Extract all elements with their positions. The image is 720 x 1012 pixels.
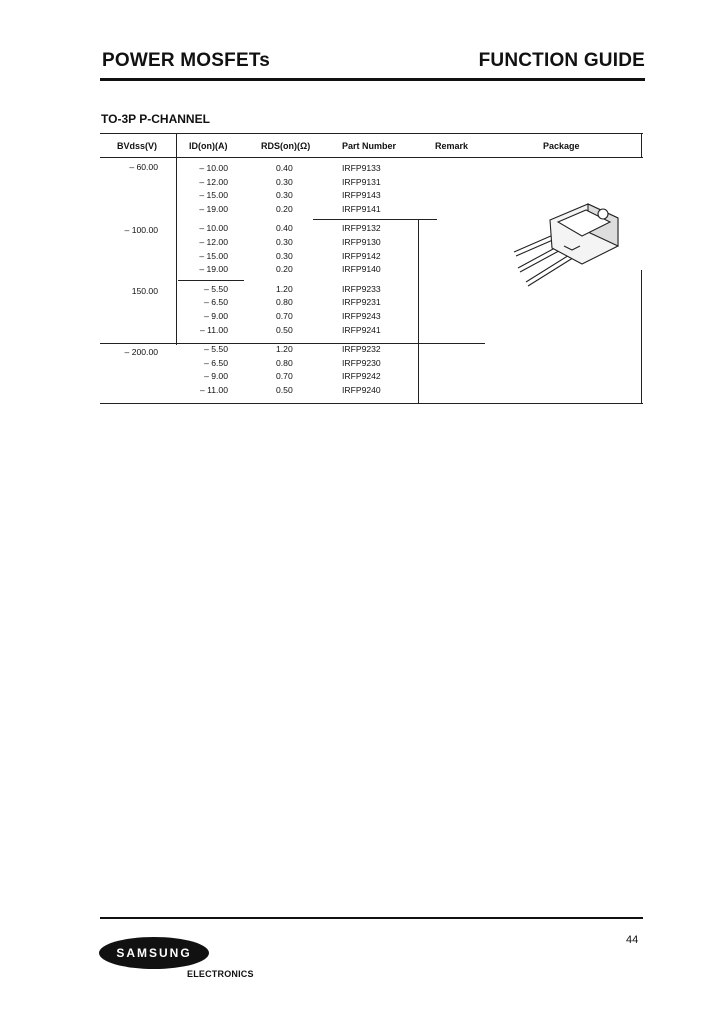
table-cell: – 10.00 [199, 223, 228, 234]
samsung-logo [98, 933, 210, 971]
table-cell: 0.20 [276, 264, 293, 275]
table-cell: IRFP9133 [342, 163, 381, 173]
bvdss-cell: 150.00 [131, 286, 158, 296]
table-cell: – 9.00 [204, 310, 228, 321]
table-cell: IRFP9233 [342, 283, 381, 294]
table-cell: 0.40 [276, 223, 293, 234]
table-cell: IRFP9131 [342, 176, 381, 187]
section-title: TO-3P P-CHANNEL [101, 112, 210, 126]
logo-text: SAMSUNG [116, 946, 192, 960]
column-header-package: Package [543, 141, 580, 151]
id-on-column [168, 162, 228, 398]
table-header-rule [100, 157, 643, 158]
table-cell: – 15.00 [199, 250, 228, 261]
column-header-rds-on: RDS(on)(Ω) [261, 141, 311, 151]
table-cell: IRFP9141 [342, 203, 381, 214]
division-label: ELECTRONICS [187, 969, 254, 979]
table-cell: – 19.00 [199, 203, 228, 214]
table-cell: IRFP9241 [342, 324, 381, 335]
bvdss-cell: – 60.00 [129, 162, 158, 172]
table-cell: 0.70 [276, 371, 293, 382]
table-cell: 0.30 [276, 236, 293, 247]
table-cell: 0.50 [276, 384, 293, 395]
table-cell: IRFP9242 [342, 371, 381, 382]
footer-rule [100, 917, 643, 919]
header-title-left: POWER MOSFETs [102, 50, 270, 71]
table-cell: – 9.00 [204, 371, 228, 382]
bvdss-cell: – 200.00 [124, 347, 158, 357]
table-cell: IRFP9243 [342, 310, 381, 321]
table-cell: 0.30 [276, 176, 293, 187]
table-top-rule [100, 133, 643, 134]
bvdss-cell: – 100.00 [124, 225, 158, 235]
column-header-id-on: ID(on)(A) [189, 141, 228, 151]
table-cell: – 5.50 [204, 283, 228, 294]
page-number: 44 [626, 934, 639, 946]
table-cell: 1.20 [276, 283, 293, 294]
table-bottom-rule [100, 403, 643, 404]
table-cell: IRFP9143 [342, 190, 381, 201]
table-cell: 0.80 [276, 357, 293, 368]
table-cell: 0.40 [276, 163, 293, 173]
table-cell: 1.20 [276, 344, 293, 355]
column-divider-remark [418, 220, 419, 403]
table-cell: IRFP9231 [342, 297, 381, 308]
table-cell: – 12.00 [199, 236, 228, 247]
table-cell: – 19.00 [199, 264, 228, 275]
table-cell: 0.20 [276, 203, 293, 214]
table-cell: – 11.00 [199, 324, 228, 335]
table-cell: IRFP9232 [342, 344, 381, 355]
table-cell: – 10.00 [199, 163, 228, 173]
table-cell: IRFP9130 [342, 236, 381, 247]
table-cell: – 12.00 [199, 176, 228, 187]
table-cell: IRFP9142 [342, 250, 381, 261]
table-cell: IRFP9240 [342, 384, 381, 395]
table-cell: IRFP9140 [342, 264, 381, 275]
table-cell: – 6.50 [204, 297, 228, 308]
table-cell: 0.50 [276, 324, 293, 335]
table-cell: – 11.00 [199, 384, 228, 395]
to3p-transistor-icon [502, 196, 637, 306]
rds-on-column [276, 162, 293, 398]
column-divider-right-lower [641, 270, 642, 403]
column-header-part-number: Part Number [342, 141, 397, 151]
column-divider-right [641, 134, 642, 158]
table-cell: IRFP9132 [342, 223, 381, 234]
table-cell: IRFP9230 [342, 357, 381, 368]
table-cell: 0.30 [276, 190, 293, 201]
table-cell: 0.70 [276, 310, 293, 321]
column-header-remark: Remark [435, 141, 469, 151]
header-title-right: FUNCTION GUIDE [478, 50, 645, 71]
part-number-column [342, 162, 381, 398]
table-cell: 0.80 [276, 297, 293, 308]
header-rule [100, 78, 645, 81]
column-header-bvdss: BVdss(V) [117, 141, 158, 151]
table-cell: – 15.00 [199, 190, 228, 201]
table-cell: 0.30 [276, 250, 293, 261]
table-cell: – 6.50 [204, 357, 228, 368]
table-cell: – 5.50 [204, 344, 228, 355]
